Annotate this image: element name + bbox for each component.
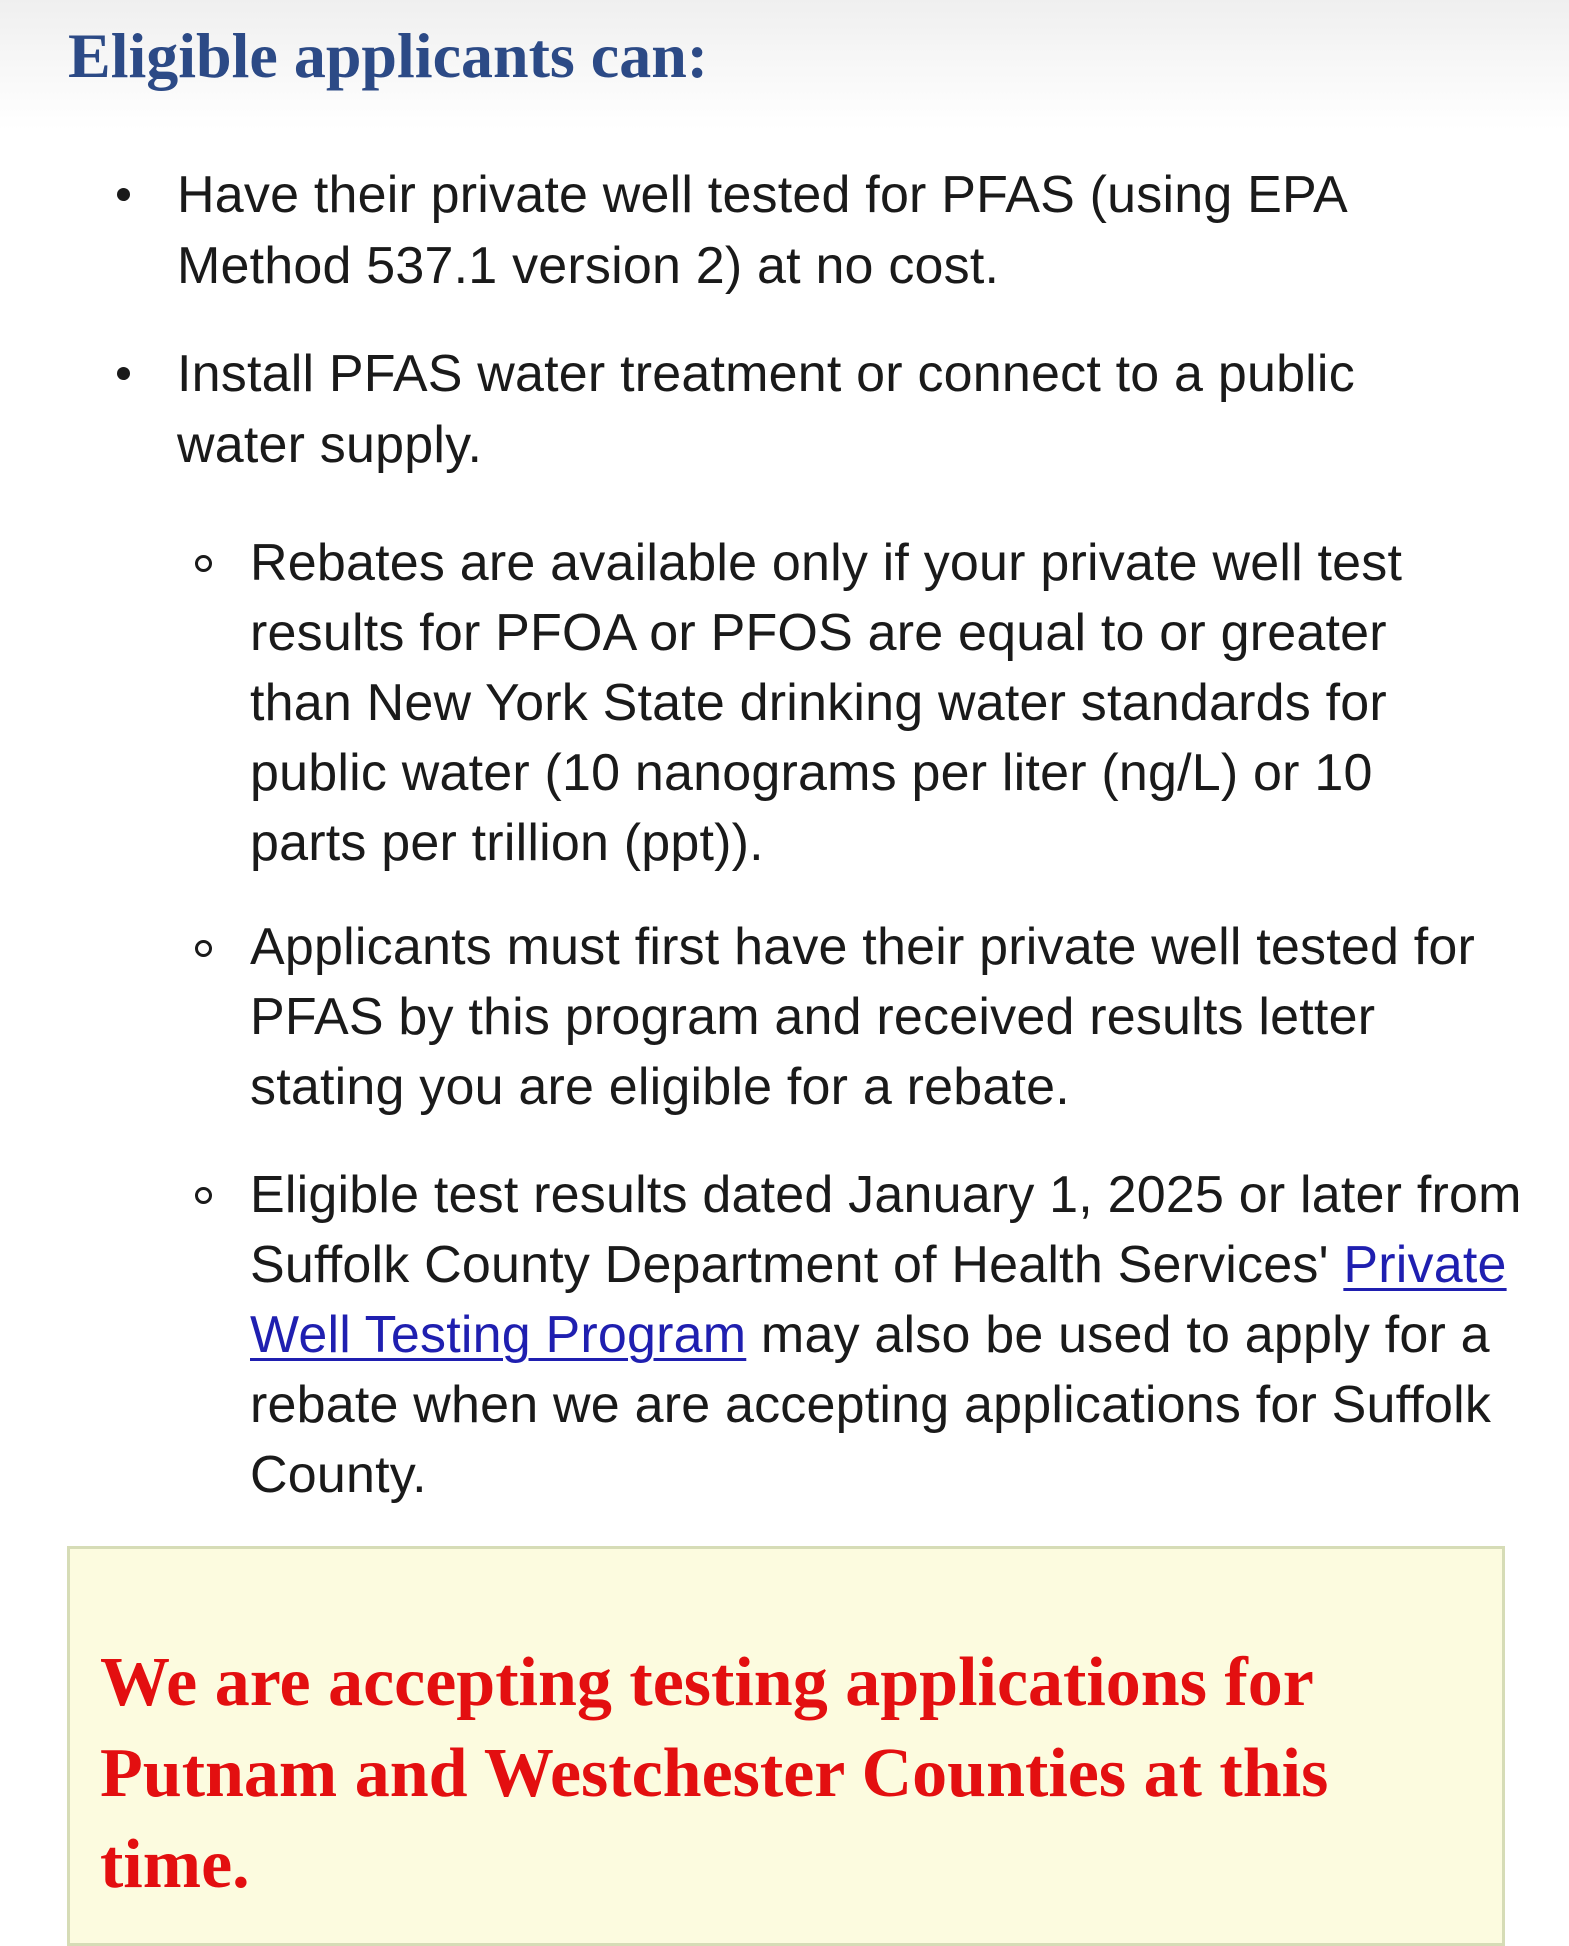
sub-item-suffolk bbox=[250, 1160, 1525, 1510]
list-item-testing: Have their private well tested for PFAS (using EPA Method 537.1 version 2) at no cost. bbox=[177, 166, 1346, 295]
bullet-circle-icon bbox=[195, 1187, 212, 1204]
notice-box bbox=[67, 1546, 1505, 1946]
notice-text: We are accepting testing applications for Putnam and Westchester Counties at this time. bbox=[100, 1644, 1329, 1903]
bullet-circle-icon bbox=[195, 940, 212, 957]
sub-item-suffolk-text-before: Eligible test results dated January 1, 2025 or later from Suffolk County Department of Health Services' bbox=[250, 1166, 1522, 1294]
sub-item-first-test: Applicants must first have their private well tested for PFAS by this program and received results letter stating you are eligible for a rebate. bbox=[250, 918, 1476, 1116]
list-item-treatment: Install PFAS water treatment or connect to a public water supply. bbox=[177, 345, 1355, 474]
section-heading: Eligible applicants can: bbox=[68, 20, 709, 91]
sub-item-suffolk-text-after: may also be used to apply for a rebate when we are accepting applications for Suffolk County. bbox=[250, 1306, 1492, 1504]
bullet-circle-icon bbox=[195, 555, 212, 572]
bullet-disc-icon bbox=[117, 188, 130, 201]
private-well-testing-program-link[interactable]: Private Well Testing Program bbox=[250, 1236, 1507, 1364]
bullet-disc-icon bbox=[117, 367, 130, 380]
sub-item-rebates: Rebates are available only if your private well test results for PFOA or PFOS are equal to or greater than New York State drinking water standards for public water (10 nanograms per liter (ng/L) or 10 parts per trillion (ppt)). bbox=[250, 534, 1403, 872]
